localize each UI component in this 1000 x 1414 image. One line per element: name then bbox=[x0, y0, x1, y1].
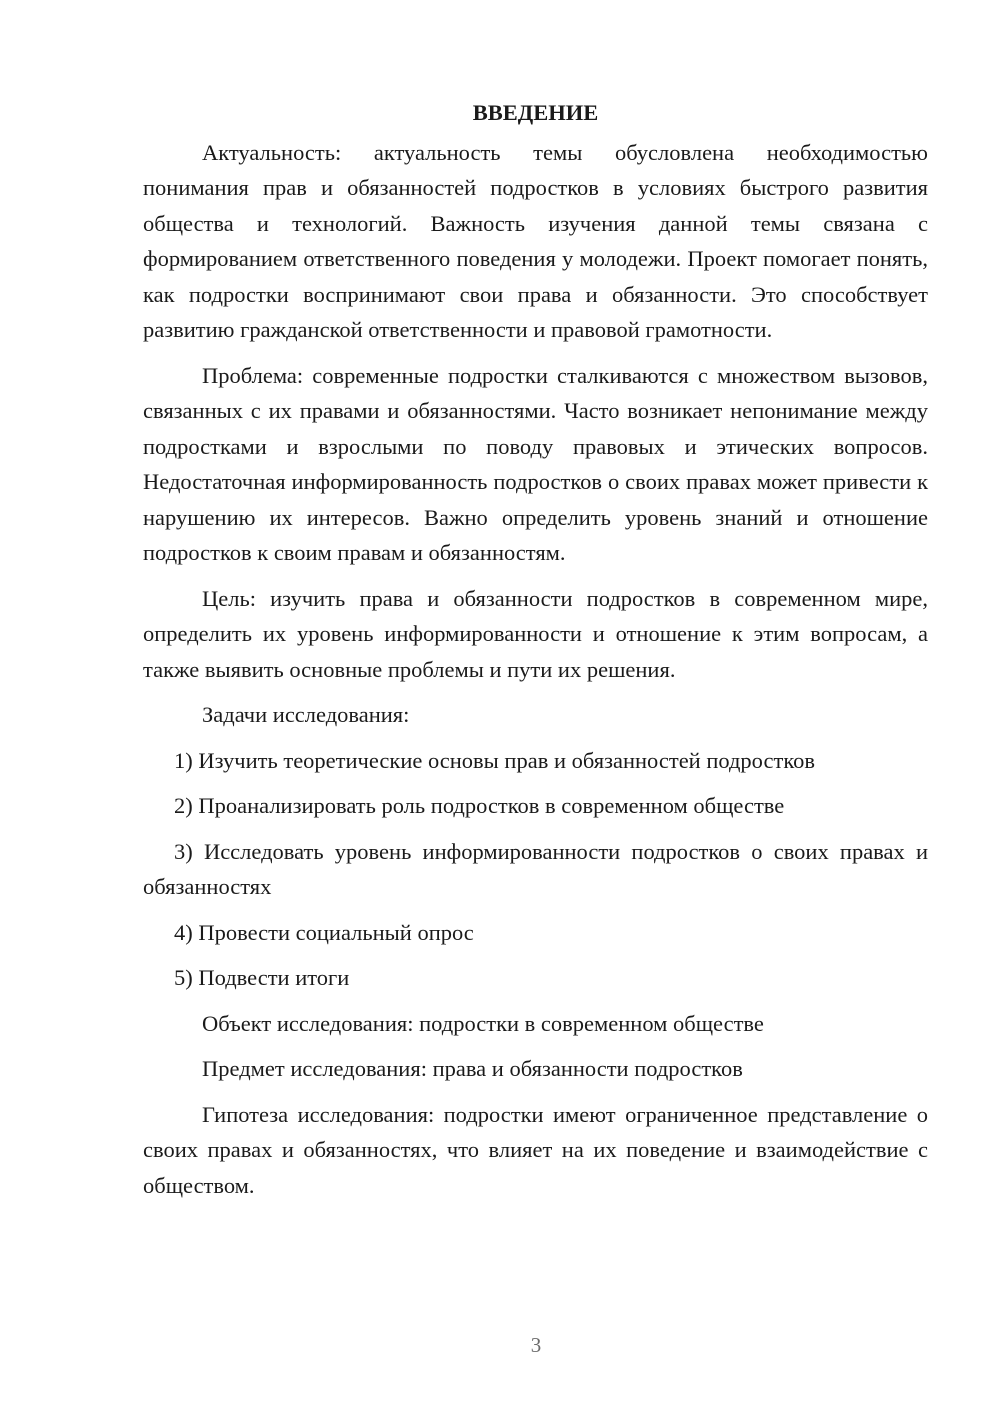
research-subject: Предмет исследования: права и обязанности подростков bbox=[202, 1056, 743, 1081]
task-item: 1) Изучить теоретические основы прав и обязанностей подростков bbox=[174, 747, 815, 773]
paragraph-goal: Цель: изучить права и обязанности подростков в современном мире, определить их уровень информированности и отношение к этим вопросам, а также выявить основные проблемы и пути их решения. bbox=[143, 585, 928, 682]
paragraph-problem: Проблема: современные подростки сталкиваются с множеством вызовов, связанных с их правами и обязанностями. Часто возникает непонимание между подростками и взрослыми по поводу правовых и этических вопросов. Недостаточная информированность подростков о своих правах может привести к нарушению их интересов. Важно определить уровень знаний и отношение подростков к своим правам и обязанностям. bbox=[143, 362, 928, 565]
page-content bbox=[143, 95, 928, 1213]
research-object: Объект исследования: подростки в современном обществе bbox=[202, 1010, 764, 1036]
paragraph-relevance: Актуальность: актуальность темы обусловлена необходимостью понимания прав и обязанностей подростков в условиях быстрого развития общества и технологий. Важность изучения данной темы связана с формированием ответственного поведения у молодежи. Проект помогает понять, как подростки воспринимают свои права и обязанности. Это способствует развитию гражданской ответственности и правовой грамотности. bbox=[143, 139, 928, 342]
research-hypothesis: Гипотеза исследования: подростки имеют ограниченное представление о своих правах и обязанностях, что влияет на их поведение и взаимодействие с обществом. bbox=[143, 1101, 928, 1198]
tasks-heading: Задачи исследования: bbox=[202, 702, 410, 727]
page-number: 3 bbox=[530, 1333, 542, 1357]
task-item: 2) Проанализировать роль подростков в современном обществе bbox=[174, 793, 785, 818]
task-item: 4) Провести социальный опрос bbox=[174, 919, 474, 945]
task-item: 3) Исследовать уровень информированности подростков о своих правах и обязанностях bbox=[143, 838, 928, 899]
page-title: ВВЕДЕНИЕ bbox=[472, 100, 599, 125]
task-item: 5) Подвести итоги bbox=[174, 965, 350, 990]
